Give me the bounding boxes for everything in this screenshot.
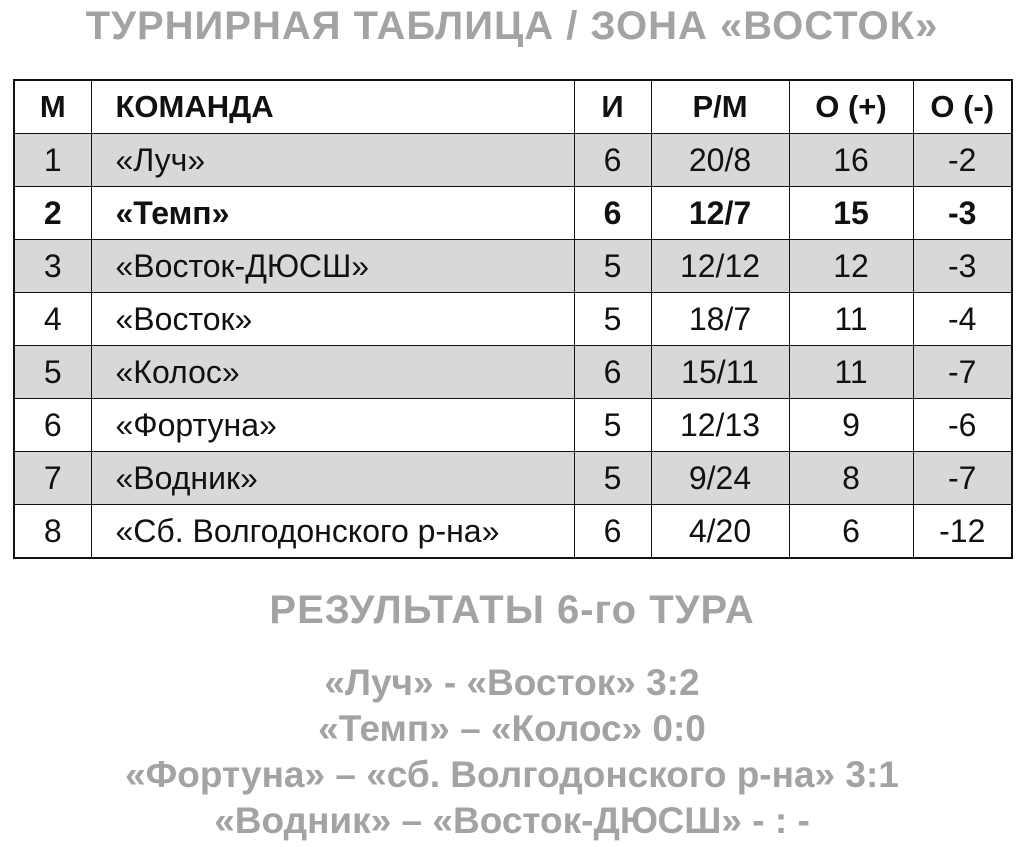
table-row bbox=[14, 452, 1012, 505]
result-item: «Темп» – «Колос» 0:0 bbox=[318, 708, 706, 749]
result-item: «Луч» - «Восток» 3:2 bbox=[324, 662, 700, 703]
cell-games: 5 bbox=[574, 399, 651, 452]
standings-table bbox=[13, 79, 1013, 559]
cell-team: «Водник» bbox=[91, 452, 574, 505]
cell-team: «Луч» bbox=[91, 134, 574, 187]
results-title: РЕЗУЛЬТАТЫ 6-го ТУРА bbox=[269, 588, 755, 632]
cell-team: «Сб. Волгодонского р-на» bbox=[91, 505, 574, 559]
cell-points-minus: -3 bbox=[913, 187, 1012, 240]
cell-goals: 20/8 bbox=[651, 134, 789, 187]
cell-goals: 12/12 bbox=[651, 240, 789, 293]
table-row bbox=[14, 505, 1012, 559]
cell-goals: 12/13 bbox=[651, 399, 789, 452]
cell-points-minus: -6 bbox=[913, 399, 1012, 452]
cell-goals: 4/20 bbox=[651, 505, 789, 559]
cell-place: 4 bbox=[14, 293, 91, 346]
cell-team: «Фортуна» bbox=[91, 399, 574, 452]
cell-points-minus: -3 bbox=[913, 240, 1012, 293]
cell-goals: 9/24 bbox=[651, 452, 789, 505]
cell-team: «Восток» bbox=[91, 293, 574, 346]
cell-points-plus: 8 bbox=[789, 452, 913, 505]
cell-goals: 12/7 bbox=[651, 187, 789, 240]
header-place: М bbox=[14, 80, 91, 134]
cell-points-plus: 15 bbox=[789, 187, 913, 240]
cell-place: 3 bbox=[14, 240, 91, 293]
table-row bbox=[14, 134, 1012, 187]
cell-points-minus: -7 bbox=[913, 452, 1012, 505]
result-item: «Водник» – «Восток-ДЮСШ» - : - bbox=[214, 800, 810, 841]
page-title: ТУРНИРНАЯ ТАБЛИЦА / ЗОНА «ВОСТОК» bbox=[85, 4, 939, 48]
cell-games: 6 bbox=[574, 505, 651, 559]
cell-place: 1 bbox=[14, 134, 91, 187]
cell-place: 7 bbox=[14, 452, 91, 505]
cell-points-minus: -2 bbox=[913, 134, 1012, 187]
cell-points-minus: -12 bbox=[913, 505, 1012, 559]
result-item: «Фортуна» – «сб. Волгодонского р-на» 3:1 bbox=[125, 754, 899, 795]
header-points-minus: О (-) bbox=[913, 80, 1012, 134]
table-row bbox=[14, 399, 1012, 452]
table-row bbox=[14, 293, 1012, 346]
table-row bbox=[14, 240, 1012, 293]
results-list bbox=[0, 660, 1024, 844]
cell-points-plus: 9 bbox=[789, 399, 913, 452]
cell-team: «Восток-ДЮСШ» bbox=[91, 240, 574, 293]
cell-games: 6 bbox=[574, 134, 651, 187]
cell-points-minus: -7 bbox=[913, 346, 1012, 399]
cell-place: 8 bbox=[14, 505, 91, 559]
cell-games: 5 bbox=[574, 293, 651, 346]
cell-points-minus: -4 bbox=[913, 293, 1012, 346]
cell-games: 6 bbox=[574, 346, 651, 399]
header-team: КОМАНДА bbox=[91, 80, 574, 134]
cell-goals: 15/11 bbox=[651, 346, 789, 399]
cell-team: «Колос» bbox=[91, 346, 574, 399]
header-goals: Р/М bbox=[651, 80, 789, 134]
cell-team: «Темп» bbox=[91, 187, 574, 240]
cell-points-plus: 11 bbox=[789, 346, 913, 399]
cell-points-plus: 16 bbox=[789, 134, 913, 187]
cell-points-plus: 6 bbox=[789, 505, 913, 559]
cell-points-plus: 12 bbox=[789, 240, 913, 293]
cell-place: 6 bbox=[14, 399, 91, 452]
cell-place: 2 bbox=[14, 187, 91, 240]
cell-games: 5 bbox=[574, 240, 651, 293]
table-row bbox=[14, 346, 1012, 399]
header-points-plus: О (+) bbox=[789, 80, 913, 134]
table-header-row bbox=[14, 80, 1012, 134]
cell-place: 5 bbox=[14, 346, 91, 399]
cell-points-plus: 11 bbox=[789, 293, 913, 346]
cell-games: 6 bbox=[574, 187, 651, 240]
table-row-highlighted bbox=[14, 187, 1012, 240]
cell-games: 5 bbox=[574, 452, 651, 505]
header-games: И bbox=[574, 80, 651, 134]
cell-goals: 18/7 bbox=[651, 293, 789, 346]
